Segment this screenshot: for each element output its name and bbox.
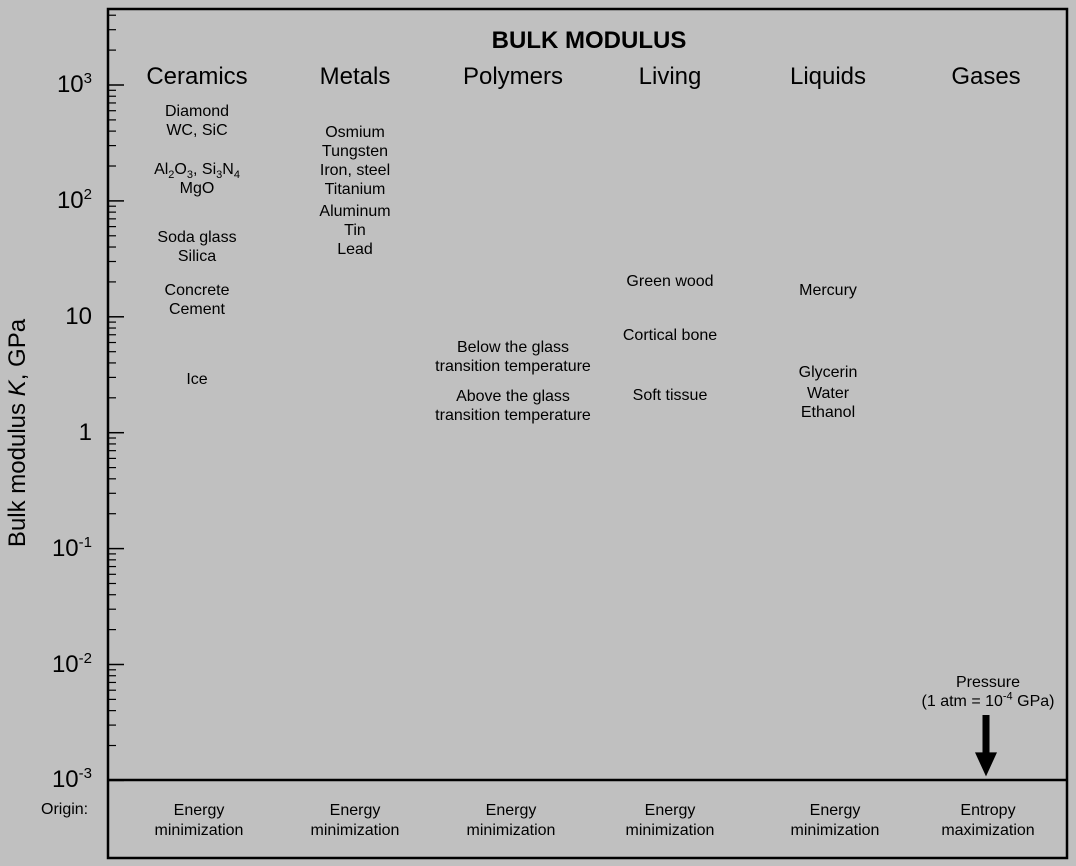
origin-line: Energy	[485, 802, 537, 819]
y-tick-base: 10	[56, 71, 84, 98]
y-axis-label-symbol: K	[4, 380, 31, 397]
material-label	[157, 228, 236, 266]
material-name: Mercury	[799, 281, 857, 299]
pressure-arrow-head	[975, 752, 997, 776]
chart-title: BULK MODULUS	[491, 27, 687, 54]
material-name: Tungsten	[321, 143, 389, 161]
category-header: Gases	[951, 63, 1021, 90]
material-name: Silica	[177, 248, 217, 266]
material-name: Titanium	[324, 181, 386, 199]
material-name: MgO	[179, 179, 215, 197]
material-name: transition temperature	[435, 406, 591, 424]
category-header: Polymers	[462, 63, 564, 90]
material-name: Cortical bone	[622, 326, 718, 344]
material-name: Aluminum	[319, 203, 391, 221]
material-name: WC, SiC	[166, 121, 228, 139]
y-tick-base: 10	[51, 534, 79, 562]
material-name: Diamond	[164, 102, 230, 120]
y-tick-exponent: -1	[78, 533, 92, 551]
y-tick-exponent: -3	[78, 765, 92, 783]
material-name: Iron, steel	[319, 162, 391, 180]
y-axis-label-suffix: , GPa	[4, 318, 31, 381]
material-label	[435, 387, 591, 425]
material-name: $Al_2O_3$, $Si_3N_4$	[154, 160, 240, 182]
origin-text	[155, 801, 244, 841]
origin-line: Energy	[809, 802, 861, 819]
y-tick-label	[57, 187, 92, 215]
y-axis-label	[4, 319, 32, 547]
y-tick-base: 10	[51, 650, 79, 678]
pressure-annotation	[922, 673, 1055, 711]
y-tick-exponent: 2	[83, 185, 92, 203]
pressure-line2	[921, 690, 1055, 710]
material-name: Concrete	[164, 281, 230, 299]
material-label	[320, 123, 390, 199]
origin-line: Energy	[644, 802, 696, 819]
material-name: Water	[806, 385, 850, 403]
y-tick-label	[52, 535, 92, 563]
origin-label: Origin:	[41, 801, 89, 818]
category-header: Ceramics	[146, 63, 248, 90]
material-name: Soft tissue	[632, 386, 708, 404]
material-name: Below the glass	[456, 338, 570, 356]
origin-text	[941, 801, 1034, 841]
material-label	[186, 370, 207, 389]
y-tick-label	[65, 303, 92, 331]
material-label	[799, 363, 858, 382]
material-name: Osmium	[325, 124, 385, 142]
origin-line: Energy	[329, 802, 381, 819]
pressure-line2-prefix: (1 atm = 10	[921, 693, 1003, 710]
origin-text	[311, 801, 400, 841]
pressure-line2-exponent: -4	[1002, 690, 1013, 703]
material-label	[801, 384, 855, 422]
material-label	[633, 386, 708, 405]
pressure-line2-suffix: GPa)	[1012, 693, 1055, 710]
material-name: Ethanol	[800, 404, 856, 422]
category-header: Liquids	[789, 63, 867, 90]
y-tick-base: 10	[65, 302, 92, 330]
pressure-line1: Pressure	[955, 674, 1021, 691]
material-name: Above the glass	[456, 387, 570, 405]
origin-line: minimization	[466, 822, 556, 839]
y-tick-base: 10	[51, 766, 79, 794]
origin-line: minimization	[790, 822, 880, 839]
material-label	[165, 281, 230, 319]
y-tick-exponent: 3	[83, 70, 92, 87]
origin-text	[626, 801, 715, 841]
material-label	[165, 102, 229, 140]
origin-text	[467, 801, 556, 841]
origin-text	[791, 801, 880, 841]
category-header: Metals	[319, 63, 391, 90]
origin-line: Entropy	[960, 802, 1016, 819]
material-label	[799, 281, 857, 300]
y-tick-label	[79, 419, 92, 447]
y-tick-exponent: -2	[78, 649, 92, 667]
material-name: Glycerin	[798, 364, 858, 382]
y-tick-label	[57, 71, 92, 99]
y-axis-label-prefix: Bulk modulus	[4, 396, 31, 548]
material-name: Lead	[337, 241, 373, 259]
y-tick-label	[52, 651, 92, 679]
origin-line: Energy	[173, 802, 225, 819]
material-name: Cement	[168, 300, 226, 318]
material-name: Tin	[344, 222, 366, 240]
material-name: Ice	[186, 370, 208, 388]
origin-line: minimization	[625, 822, 715, 839]
material-name: Green wood	[626, 273, 714, 291]
origin-line: maximization	[941, 822, 1035, 839]
material-label	[623, 326, 717, 345]
material-name: Soda glass	[157, 229, 237, 247]
material-label	[626, 272, 713, 291]
material-label	[435, 338, 591, 376]
material-label	[319, 202, 390, 259]
origin-line: minimization	[154, 822, 244, 839]
material-name: transition temperature	[435, 357, 591, 375]
origin-line: minimization	[310, 822, 400, 839]
material-label	[154, 160, 240, 198]
y-tick-label	[52, 766, 92, 794]
y-tick-base: 1	[78, 418, 92, 446]
y-tick-base: 10	[56, 186, 84, 214]
category-header: Living	[638, 63, 702, 90]
plot-frame	[108, 9, 1067, 858]
